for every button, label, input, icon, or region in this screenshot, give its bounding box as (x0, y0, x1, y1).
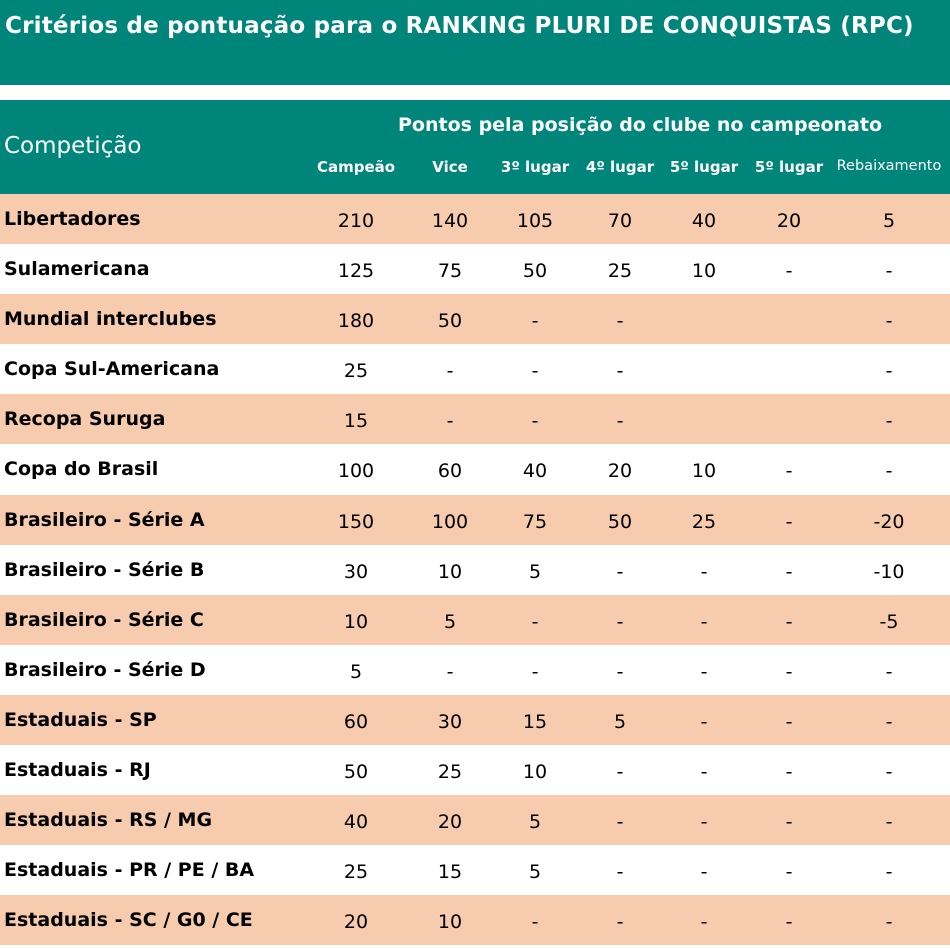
points-cell: 50 (522, 260, 548, 283)
points-cell: 25 (343, 360, 369, 383)
title-bar (0, 0, 950, 85)
table-row (0, 194, 950, 244)
table-row (0, 595, 950, 645)
points-cell: - (616, 861, 624, 884)
points-cell: 10 (343, 610, 369, 633)
points-cell: 25 (343, 861, 369, 884)
points-cell: 15 (522, 710, 548, 733)
points-group-header: Pontos pela posição do clube no campeonato (398, 114, 882, 136)
points-cell: - (700, 911, 708, 934)
points-cell: 60 (343, 710, 369, 733)
points-cell: 125 (337, 260, 375, 283)
table-row (0, 845, 950, 895)
points-cell: 75 (437, 260, 463, 283)
points-cell: 210 (337, 210, 375, 232)
table-row (0, 344, 950, 394)
competition-name: Mundial interclubes (4, 308, 217, 331)
points-cell: - (885, 811, 893, 834)
competition-name: Estaduais - SC / G0 / CE (4, 909, 253, 932)
competition-name: Brasileiro - Série D (4, 658, 206, 681)
competition-name: Copa Sul-Americana (4, 358, 220, 381)
points-cell: - (446, 410, 454, 433)
points-cell: 50 (437, 310, 463, 333)
column-header-4-lugar: 4º lugar (585, 158, 655, 176)
competition-column-header: Competição (4, 133, 142, 159)
table-row (0, 294, 950, 344)
page-title: Critérios de pontuação para o RANKING PLURI DE CONQUISTAS (RPC) (5, 13, 914, 39)
points-cell: - (700, 811, 708, 834)
points-cell: 5 (528, 560, 542, 583)
points-cell: - (785, 861, 793, 884)
points-cell: -10 (873, 560, 905, 583)
points-cell: - (531, 610, 539, 633)
competition-name: Brasileiro - Série B (4, 558, 205, 581)
points-cell: - (885, 310, 893, 333)
points-cell: 10 (691, 460, 717, 483)
points-cell: 5 (613, 710, 627, 733)
points-cell: 100 (431, 510, 469, 533)
points-cell: 50 (607, 510, 633, 533)
points-cell: - (785, 510, 793, 533)
points-cell: -20 (873, 510, 905, 533)
points-cell: - (616, 610, 624, 633)
points-cell: - (616, 761, 624, 784)
competition-name: Libertadores (4, 208, 141, 230)
points-cell: - (700, 560, 708, 583)
table-row (0, 495, 950, 545)
table-row (0, 444, 950, 494)
competition-name: Sulamericana (4, 258, 150, 281)
table-header (0, 100, 950, 194)
points-cell: 40 (343, 811, 369, 834)
points-cell: 5 (443, 610, 457, 633)
points-cell: - (785, 560, 793, 583)
points-cell: 5 (349, 660, 363, 683)
column-header-campeao: Campeão (316, 158, 396, 176)
points-cell: - (616, 360, 624, 383)
points-cell: - (785, 610, 793, 633)
competition-name: Estaduais - RS / MG (4, 809, 213, 832)
column-header-rebaixamento: Rebaixamento (836, 158, 942, 174)
points-cell: - (700, 610, 708, 633)
points-cell: - (700, 710, 708, 733)
points-cell: - (885, 861, 893, 884)
competition-name: Brasileiro - Série C (4, 608, 204, 631)
table-row (0, 645, 950, 695)
competition-name: Estaduais - SP (4, 708, 157, 731)
points-cell: - (531, 660, 539, 683)
points-cell: 10 (691, 260, 717, 283)
points-cell: 60 (437, 460, 463, 483)
points-cell: 75 (522, 510, 548, 533)
points-cell: 25 (437, 761, 463, 784)
points-cell: 20 (437, 811, 463, 834)
points-cell: - (885, 660, 893, 683)
points-cell: - (885, 710, 893, 733)
points-cell: - (700, 861, 708, 884)
points-cell: - (885, 360, 893, 383)
points-cell: 10 (437, 560, 463, 583)
points-cell: 25 (607, 260, 633, 283)
points-cell: 40 (522, 460, 548, 483)
points-cell: - (785, 761, 793, 784)
points-cell: - (616, 310, 624, 333)
points-cell: - (885, 761, 893, 784)
competition-name: Brasileiro - Série A (4, 508, 205, 531)
column-header-vice: Vice (432, 158, 468, 176)
points-cell: - (531, 360, 539, 383)
points-cell: - (885, 460, 893, 483)
points-cell: - (531, 911, 539, 934)
competition-name: Copa do Brasil (4, 458, 159, 481)
table-row (0, 745, 950, 795)
points-cell: - (700, 761, 708, 784)
points-cell: 30 (437, 710, 463, 733)
points-cell: - (785, 811, 793, 834)
points-cell: 5 (528, 861, 542, 884)
column-header-5-lugar-b: 5º lugar (754, 158, 824, 176)
points-cell: 10 (437, 911, 463, 934)
points-cell: 70 (607, 210, 633, 232)
points-cell: 20 (343, 911, 369, 934)
points-cell: 15 (343, 410, 369, 433)
points-cell: - (616, 911, 624, 934)
points-cell: -5 (879, 610, 899, 633)
points-cell: 20 (776, 210, 802, 232)
points-cell: 25 (691, 510, 717, 533)
table-row (0, 795, 950, 845)
points-cell: 105 (516, 210, 554, 232)
points-cell: - (531, 410, 539, 433)
table-body (0, 194, 950, 945)
points-cell: - (531, 310, 539, 333)
competition-name: Estaduais - PR / PE / BA (4, 859, 255, 882)
competition-name: Estaduais - RJ (4, 759, 151, 782)
points-cell: 20 (607, 460, 633, 483)
points-cell: - (785, 260, 793, 283)
points-cell: 5 (882, 210, 896, 232)
points-cell: 100 (337, 460, 375, 483)
competition-name: Recopa Suruga (4, 408, 166, 431)
points-cell: - (885, 410, 893, 433)
points-cell: 150 (337, 510, 375, 533)
points-cell: 30 (343, 560, 369, 583)
points-cell: 5 (528, 811, 542, 834)
points-cell: - (446, 360, 454, 383)
points-cell: - (700, 660, 708, 683)
table-row (0, 895, 950, 945)
points-cell: - (785, 911, 793, 934)
points-cell: - (616, 560, 624, 583)
points-cell: - (616, 410, 624, 433)
points-cell: 180 (337, 310, 375, 333)
points-cell: 15 (437, 861, 463, 884)
points-cell: - (785, 460, 793, 483)
points-cell: 50 (343, 761, 369, 784)
table-row (0, 695, 950, 745)
column-header-3-lugar: 3º lugar (500, 158, 570, 176)
points-cell: - (616, 660, 624, 683)
points-cell: 10 (522, 761, 548, 784)
column-header-5-lugar: 5º lugar (669, 158, 739, 176)
points-cell: - (616, 811, 624, 834)
table-row (0, 545, 950, 595)
table-row (0, 394, 950, 444)
points-cell: 140 (431, 210, 469, 232)
points-cell: - (785, 710, 793, 733)
points-cell: 40 (691, 210, 717, 232)
points-cell: - (446, 660, 454, 683)
points-cell: - (885, 260, 893, 283)
table-row (0, 244, 950, 294)
points-cell: - (885, 911, 893, 934)
points-cell: - (785, 660, 793, 683)
